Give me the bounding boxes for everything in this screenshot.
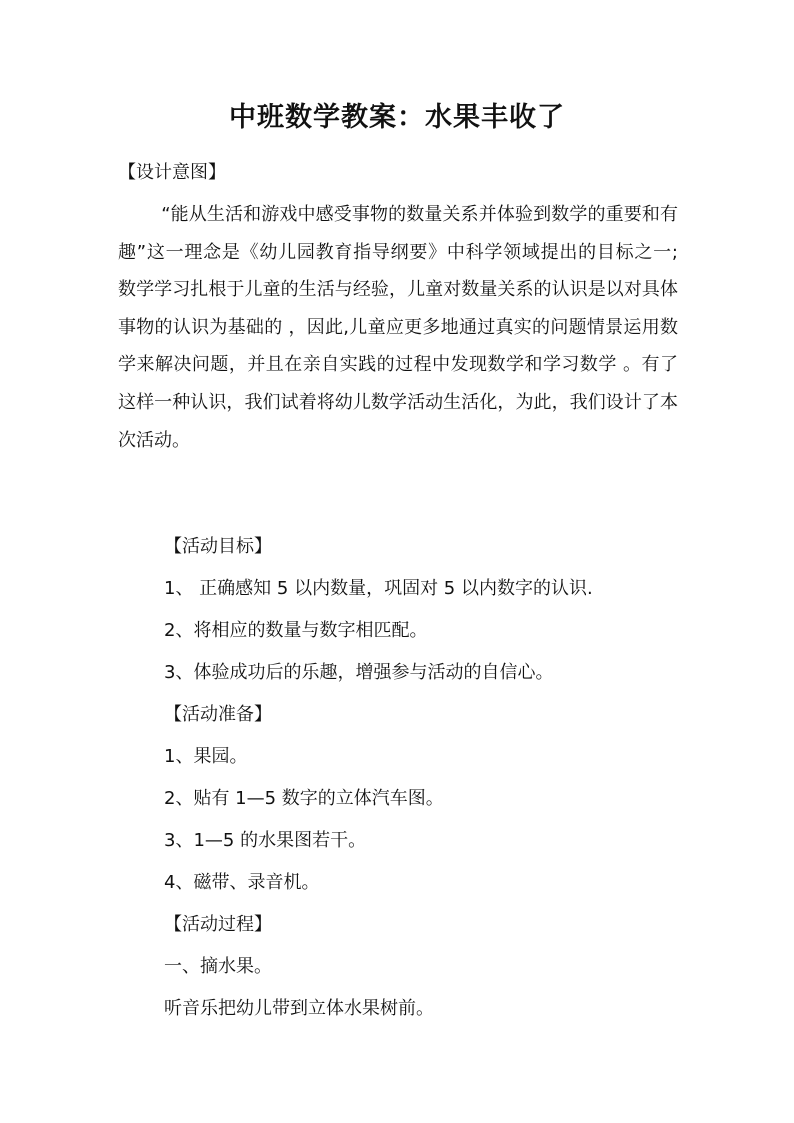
section-heading-process: 【活动过程】 (164, 914, 272, 935)
goal-item-1: 1、 正确感知 5 以内数量，巩固对 5 以内数字的认识. (164, 578, 593, 599)
section-heading-design-intent: 【设计意图】 (118, 162, 226, 183)
process-step-1: 一、摘水果。 (164, 956, 272, 977)
section-heading-preparation: 【活动准备】 (164, 704, 272, 725)
preparation-item-2: 2、贴有 1—5 数字的立体汽车图。 (164, 788, 444, 809)
document-title: 中班数学教案：水果丰收了 (229, 102, 565, 133)
process-text-1: 听音乐把幼儿带到立体水果树前。 (164, 998, 434, 1019)
goal-item-2: 2、将相应的数量与数字相匹配。 (164, 620, 428, 641)
goal-item-3: 3、体验成功后的乐趣，增强参与活动的自信心。 (164, 662, 554, 683)
design-intent-paragraph: “能从生活和游戏中感受事物的数量关系并体验到数学的重要和有趣”这一理念是《幼儿园教育指导纲要》中科学领域提出的目标之一; 数学学习扎根于儿童的生活与经验，儿童对数量关系的认识是以对具体事物的认识为基础的 ，因此,儿童应更多地通过真实的问题情景运用数学来解决问题，并且在亲自实践的过程中发现数学和学习数学 。有了这样一种认识，我们试着将幼儿数学活动生活化，为此，我们设计了本次活动。 (118, 204, 678, 451)
preparation-item-3: 3、1—5 的水果图若干。 (164, 830, 367, 851)
preparation-item-1: 1、果园。 (164, 746, 248, 767)
preparation-item-4: 4、磁带、录音机。 (164, 872, 320, 893)
section-heading-goals: 【活动目标】 (164, 536, 272, 557)
